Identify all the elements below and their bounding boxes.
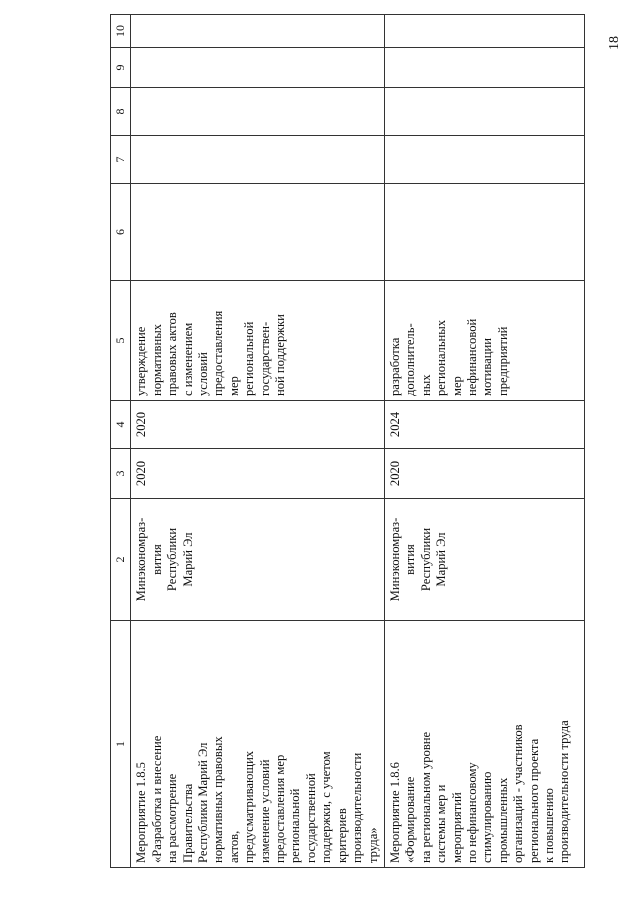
text-line: мероприятий xyxy=(449,792,464,863)
text-line: критериев xyxy=(334,808,349,863)
text-line: Марий Эл xyxy=(180,532,195,587)
text-line: утверждение xyxy=(134,326,149,396)
text-line: региональной xyxy=(242,321,257,396)
table-cell xyxy=(384,15,584,48)
table-cell xyxy=(131,136,385,184)
responsible-executor xyxy=(384,499,584,621)
text-line: нефинансовой xyxy=(464,318,479,396)
end-year: 2020 xyxy=(131,401,385,449)
text-line: Правительства xyxy=(180,783,195,863)
text-line: Республики xyxy=(418,527,433,592)
text-line: правовых актов xyxy=(165,312,180,396)
text-line: Мероприятие 1.8.6 xyxy=(387,762,402,863)
expected-result xyxy=(131,281,385,401)
column-header: 4 xyxy=(111,401,131,449)
text-line: мотивации xyxy=(480,338,495,396)
column-header: 9 xyxy=(111,48,131,88)
rotated-table-container xyxy=(110,15,623,868)
text-line: мер xyxy=(449,376,464,396)
text-line: с изменением xyxy=(180,322,195,396)
start-year: 2020 xyxy=(384,449,584,499)
text-line: Минэкономраз- xyxy=(134,517,149,602)
page-number: 18 xyxy=(607,36,622,50)
text-line: по нефинансовому xyxy=(464,762,479,863)
text-line: к повышению xyxy=(541,788,556,863)
text-line: «Разработка и внесение xyxy=(149,735,164,863)
text-line: Мероприятие 1.8.5 xyxy=(134,762,149,863)
column-header: 3 xyxy=(111,449,131,499)
table-cell xyxy=(131,48,385,88)
table-row xyxy=(131,15,385,868)
text-line: труда» xyxy=(365,827,380,863)
text-line: Республики Марий Эл xyxy=(196,742,211,863)
text-line: ной поддержки xyxy=(273,314,288,396)
text-line: предприятий xyxy=(495,326,510,396)
text-line: промышленных xyxy=(495,777,510,863)
table-cell xyxy=(384,184,584,281)
column-header: 2 xyxy=(111,499,131,621)
table-cell xyxy=(131,15,385,48)
responsible-executor xyxy=(131,499,385,621)
text-line: разработка xyxy=(387,337,402,396)
text-line: региональной xyxy=(288,788,303,863)
table-cell xyxy=(131,88,385,136)
text-line: государствен- xyxy=(257,321,272,396)
column-header: 8 xyxy=(111,88,131,136)
table-cell xyxy=(131,184,385,281)
text-line: предусматривающих xyxy=(242,750,257,863)
table-cell xyxy=(384,136,584,184)
column-header: 5 xyxy=(111,281,131,401)
text-line: изменение условий xyxy=(257,759,272,863)
text-line: предоставления мер xyxy=(273,754,288,863)
activity-description xyxy=(131,621,385,868)
text-line: актов, xyxy=(226,830,241,863)
text-line: региональных xyxy=(434,319,449,396)
text-line: организаций - участников xyxy=(511,724,526,863)
text-line: нормативных правовых xyxy=(211,736,226,863)
text-line: ных xyxy=(418,374,433,396)
start-year: 2020 xyxy=(131,449,385,499)
column-header: 7 xyxy=(111,136,131,184)
text-line: Республики xyxy=(165,527,180,592)
text-line: Марий Эл xyxy=(434,532,449,587)
text-line: производительности xyxy=(350,752,365,863)
activities-table xyxy=(110,14,585,868)
text-line: на рассмотрение xyxy=(165,773,180,863)
text-line: производительности труда xyxy=(557,720,572,863)
text-line: государственной xyxy=(303,773,318,863)
text-line: предоставления xyxy=(211,310,226,396)
text-line: на региональном уровне xyxy=(418,731,433,863)
activity-description xyxy=(384,621,584,868)
text-line: нормативных xyxy=(149,324,164,396)
table-header-row xyxy=(111,15,131,868)
column-header: 10 xyxy=(111,15,131,48)
text-line: дополнитель- xyxy=(403,323,418,396)
end-year: 2024 xyxy=(384,401,584,449)
text-line: системы мер и xyxy=(434,784,449,863)
text-line: поддержки, с учетом xyxy=(319,751,334,863)
table-cell xyxy=(384,48,584,88)
text-line: мер xyxy=(226,376,241,396)
text-line: вития xyxy=(403,544,418,575)
table-cell xyxy=(384,88,584,136)
table-row xyxy=(384,15,584,868)
text-line: условий xyxy=(196,352,211,396)
text-line: стимулированию xyxy=(480,771,495,863)
column-header: 1 xyxy=(111,621,131,868)
text-line: Минэкономраз- xyxy=(387,517,402,602)
text-line: вития xyxy=(149,544,164,575)
text-line: регионального проекта xyxy=(526,738,541,863)
expected-result xyxy=(384,281,584,401)
text-line: «Формирование xyxy=(403,776,418,863)
column-header: 6 xyxy=(111,184,131,281)
